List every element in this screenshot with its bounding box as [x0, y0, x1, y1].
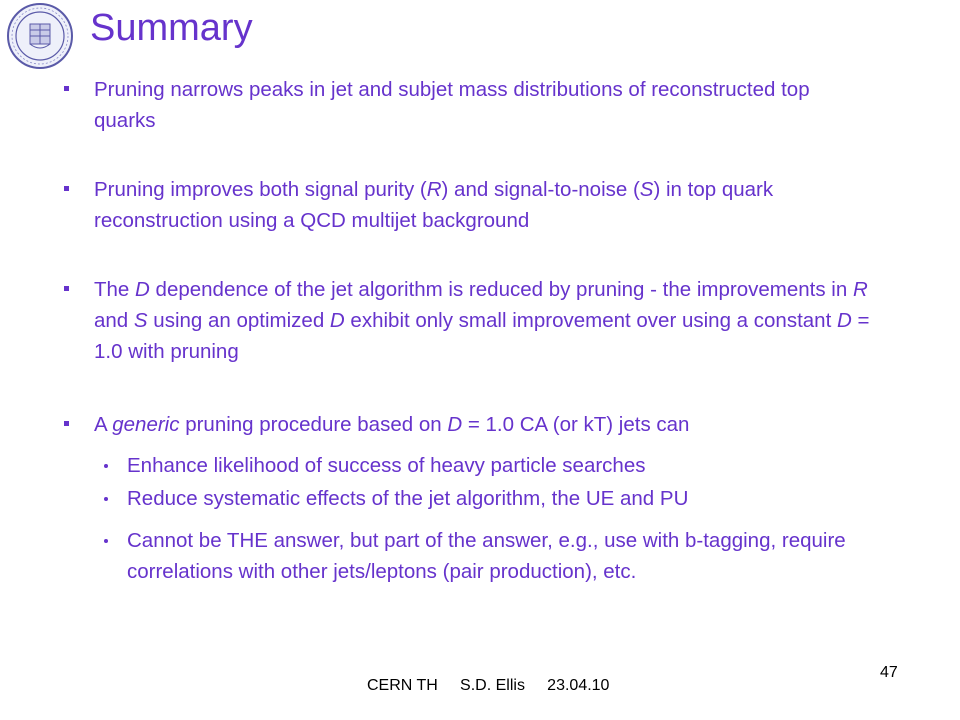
italic-symbol: S [133, 309, 148, 332]
bullet-item [94, 409, 914, 440]
sub-bullet-marker-icon [104, 539, 108, 543]
bullet-text-segment: ) and signal-to-noise ( [441, 178, 640, 201]
bullet-text-segment: pruning procedure based on [179, 413, 448, 436]
bullet-text-segment: using an optimized [147, 309, 330, 332]
bullet-text-segment: dependence of the jet algorithm is reduced by pruning - the improvements in [149, 278, 853, 301]
bullet-marker-icon [64, 421, 69, 426]
italic-symbol: R [852, 278, 868, 301]
bullet-text [94, 78, 810, 132]
bullet-item [94, 74, 854, 136]
sub-bullet-item [127, 525, 942, 587]
sub-bullet-marker-icon [104, 497, 108, 501]
sub-bullet-item [127, 483, 927, 514]
bullet-text [127, 454, 646, 477]
bullet-marker-icon [64, 186, 69, 191]
bullet-text-segment: Reduce systematic effects of the jet algorithm, the UE and PU [127, 487, 689, 510]
sub-bullet-item [127, 450, 927, 481]
bullet-text [94, 178, 773, 232]
italic-symbol: D [135, 278, 150, 301]
bullet-text-segment: = 1.0 CA (or kT) jets can [462, 413, 690, 436]
bullet-text [127, 487, 688, 510]
bullet-text-segment: and [94, 309, 134, 332]
bullet-text [94, 278, 869, 363]
university-seal-icon [6, 2, 74, 70]
italic-symbol: D [329, 309, 345, 332]
bullet-marker-icon [64, 86, 69, 91]
italic-symbol: generic [112, 413, 180, 436]
page-number: 47 [880, 664, 898, 681]
bullet-text-segment: Pruning improves both signal purity ( [94, 178, 427, 201]
bullet-text-segment: Cannot be THE answer, but part of the answer, e.g., use with b-tagging, require correlations with other jets/leptons (pair production), etc. [127, 529, 846, 583]
bullet-text [127, 529, 846, 583]
bullet-text-segment: exhibit only small improvement over using a constant [344, 309, 837, 332]
slide-title: Summary [90, 7, 253, 49]
italic-symbol: D [447, 413, 463, 436]
bullet-marker-icon [64, 286, 69, 291]
bullet-text-segment: Pruning narrows peaks in jet and subjet mass distributions of reconstructed top quarks [94, 78, 810, 132]
bullet-text-segment: ) in top quark reconstruction using a QCD multijet background [94, 178, 774, 232]
bullet-item [94, 274, 879, 367]
bullet-text-segment: = 1.0 with pruning [94, 309, 870, 363]
sub-bullet-marker-icon [104, 464, 108, 468]
italic-symbol: R [426, 178, 442, 201]
bullet-text-segment: Enhance likelihood of success of heavy particle searches [127, 454, 646, 477]
slide-footer: CERN TH S.D. Ellis 23.04.10 [367, 677, 610, 694]
italic-symbol: D [836, 309, 852, 332]
bullet-text-segment: The [94, 278, 136, 301]
italic-symbol: S [639, 178, 654, 201]
bullet-text-segment: A [94, 413, 113, 436]
bullet-text [94, 413, 689, 436]
bullet-item [94, 174, 874, 236]
